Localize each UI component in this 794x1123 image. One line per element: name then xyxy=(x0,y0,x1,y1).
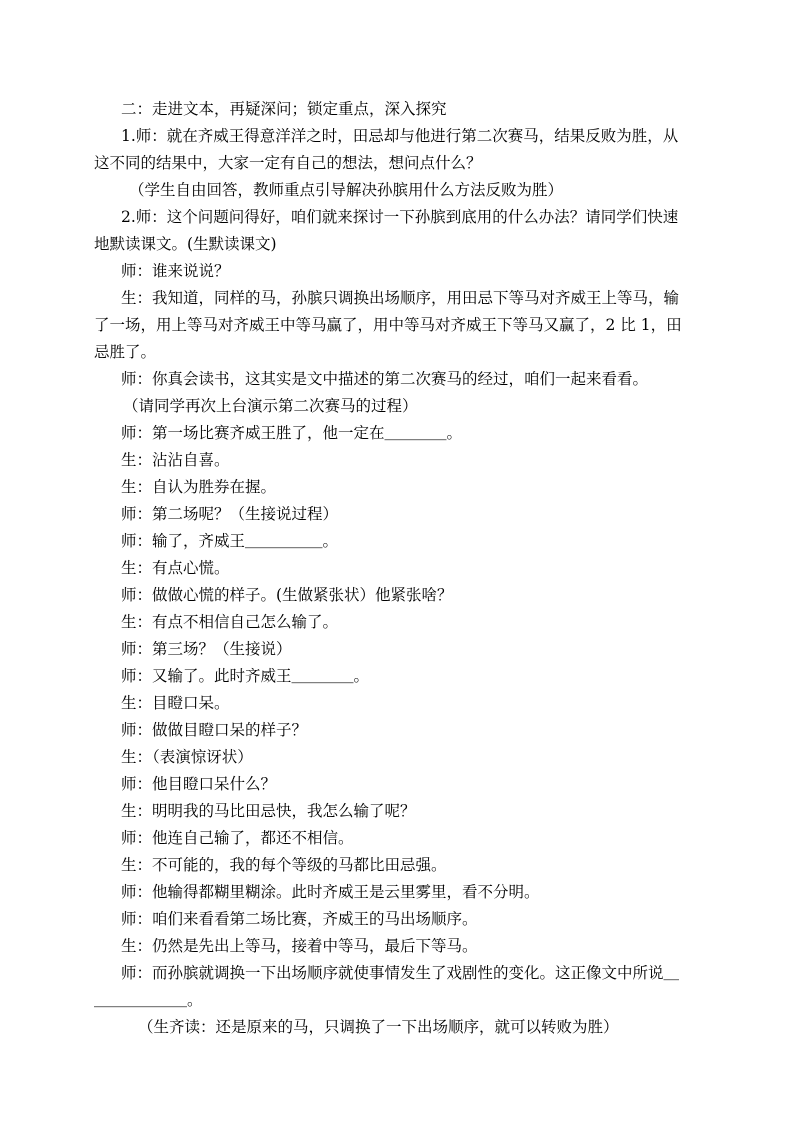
paragraph-line: 1.师：就在齐威王得意洋洋之时，田忌却与他进行第二次赛马，结果反败为胜，从 xyxy=(121,127,679,145)
dialogue-line: 生：自认为胜券在握。 xyxy=(121,478,277,496)
dialogue-line: 师：他目瞪口呆什么？ xyxy=(121,775,277,793)
dialogue-line: 师：谁来说说？ xyxy=(121,262,230,280)
dialogue-line: 师：他输得都糊里糊涂。此时齐威王是云里雾里，看不分明。 xyxy=(121,883,540,901)
dialogue-line: 师：第三场？（生接说） xyxy=(121,640,292,658)
dialogue-line: 生：（表演惊讶状） xyxy=(121,748,253,766)
dialogue-line: 师：咱们来看看第二场比赛，齐威王的马出场顺序。 xyxy=(121,910,478,928)
paragraph-line: 这不同的结果中，大家一定有自己的想法，想问点什么？ xyxy=(94,154,482,172)
dialogue-line: 生：仍然是先出上等马，接着中等马，最后下等马。 xyxy=(121,937,478,955)
dialogue-line: 生：沾沾自喜。 xyxy=(121,451,230,469)
dialogue-line: 师：输了，齐威王＿＿＿＿＿。 xyxy=(121,532,339,550)
dialogue-line: 师：做做心慌的样子。(生做紧张状）他紧张啥？ xyxy=(121,586,453,604)
dialogue-line: 师：你真会读书，这其实是文中描述的第二次赛马的经过，咱们一起来看看。 xyxy=(121,370,649,388)
paragraph-line: 2.师：这个问题问得好，咱们就来探讨一下孙膑到底用的什么办法？请同学们快速 xyxy=(121,208,679,226)
dialogue-line: 生：目瞪口呆。 xyxy=(121,694,230,712)
dialogue-line: ＿＿＿＿＿＿。 xyxy=(94,991,203,1009)
dialogue-line: 师：他连自己输了，都还不相信。 xyxy=(121,829,354,847)
dialogue-line: 师：而孙膑就调换一下出场顺序就使事情发生了戏剧性的变化。这正像文中所说＿ xyxy=(121,964,680,982)
stage-direction: （生齐读：还是原来的马，只调换了一下出场顺序，就可以转败为胜） xyxy=(138,1018,619,1036)
paragraph-line: 地默读课文。(生默读课文) xyxy=(94,235,277,253)
dialogue-line: 生：我知道，同样的马，孙膑只调换出场顺序，用田忌下等马对齐威王上等马，输 xyxy=(121,289,680,307)
section-heading: 二：走进文本，再疑深问；锁定重点，深入探究 xyxy=(121,100,447,118)
dialogue-line: 师：做做目瞪口呆的样子？ xyxy=(121,721,308,739)
dialogue-line: 了一场，用上等马对齐威王中等马赢了，用中等马对齐威王下等马又赢了，2 比 1，田 xyxy=(94,316,682,334)
dialogue-line: 生：明明我的马比田忌快，我怎么输了呢？ xyxy=(121,802,416,820)
dialogue-line: 师：又输了。此时齐威王＿＿＿＿。 xyxy=(121,667,370,685)
dialogue-line: 师：第二场呢？（生接说过程） xyxy=(121,505,339,523)
dialogue-line: 生：有点不相信自己怎么输了。 xyxy=(121,613,339,631)
dialogue-line: 生：有点心慌。 xyxy=(121,559,230,577)
dialogue-line: 忌胜了。 xyxy=(94,343,157,361)
dialogue-line: 生：不可能的，我的每个等级的马都比田忌强。 xyxy=(121,856,447,874)
paragraph-line: （学生自由回答，教师重点引导解决孙膑用什么方法反败为胜） xyxy=(129,181,564,199)
dialogue-line: 师：第一场比赛齐威王胜了，他一定在＿＿＿＿。 xyxy=(121,424,463,442)
stage-direction: （请同学再次上台演示第二次赛马的过程） xyxy=(123,397,418,415)
